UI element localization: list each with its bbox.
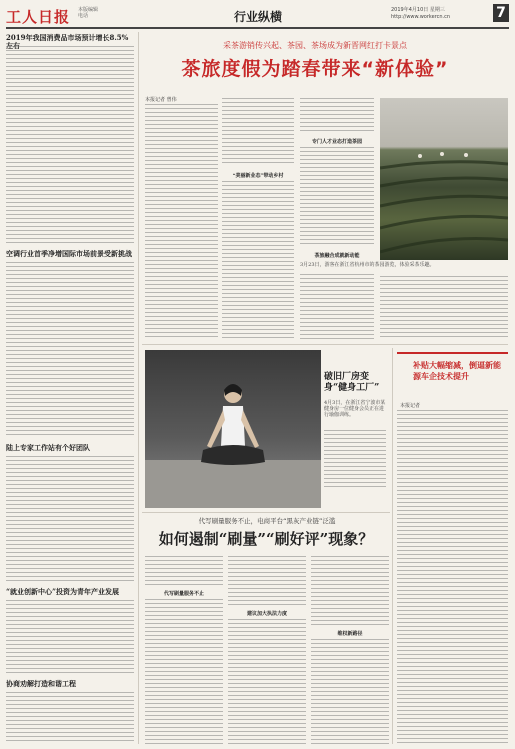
website: http://www.workercn.cn [391, 14, 451, 20]
bottom-text-col-3 [311, 556, 389, 626]
main-text-col-2b [222, 181, 294, 339]
bottom-text-col-1 [145, 556, 223, 586]
left-column [6, 32, 134, 744]
left-text-block-1 [6, 46, 134, 244]
tea-field-photo [380, 98, 508, 260]
tea-photo-caption: 3月23日，游客在浙江省杭州市的茶园游览，体验采茶乐趣。 [300, 262, 435, 268]
issue-date: 2019年4月10日 星期三 [391, 7, 445, 13]
main-subhead-1: “美丽新业态”带动乡村 [232, 173, 284, 179]
bottom-subhead-1: 代写刷量服务不止 [163, 591, 204, 597]
main-article-kicker: 采茶游销传兴起、茶园、茶场成为新晋网红打卡景点 [223, 41, 407, 50]
main-text-col-3 [300, 98, 374, 134]
main-subhead-2: 专门人才业态打造茶园 [311, 139, 362, 145]
main-article-bottom-rule [142, 344, 508, 345]
right-feature-byline: 本报记者 [400, 403, 421, 409]
bottom-text-col-3b [311, 639, 389, 744]
bottom-text-col-2b [228, 619, 306, 744]
left-column-divider [138, 32, 139, 744]
right-feature-title-box [397, 352, 508, 400]
main-article-byline: 本报记者 曾伟 [145, 97, 177, 103]
left-headline-2: 空调行业首季净增国际市场前景受新挑战 [6, 249, 132, 258]
page-number: 7 [496, 5, 506, 21]
bottom-article-top-rule [142, 512, 390, 513]
yoga-photo [145, 350, 321, 508]
main-text-col-3c [300, 274, 374, 340]
fitness-box-caption: 4月3日，在浙江省宁波市某健身房一位健身会员正在进行瑜伽训练。 [324, 400, 386, 418]
newspaper-logo: 工人日报 [6, 8, 71, 26]
fitness-box-title: 破旧厂房变身“健身工厂” [324, 372, 380, 393]
left-text-block-5 [6, 692, 134, 742]
masthead-info [78, 7, 98, 19]
left-headline-3: 陆上专家工作站有个好团队 [6, 443, 90, 452]
page-number-badge [493, 4, 509, 22]
right-feature-title: 补贴大幅缩减，倒逼新能源车企技术提升 [413, 361, 501, 381]
right-feature-text [397, 410, 508, 744]
yoga-figure-graphic [145, 350, 321, 508]
left-headline-4: “就业创新中心”投资为青年产业发展 [6, 587, 120, 596]
left-text-block-2 [6, 262, 134, 438]
section-title: 行业纵横 [234, 10, 283, 24]
left-headline-5: 协商劝解打造和谐工程 [6, 679, 76, 688]
left-text-block-4 [6, 600, 134, 674]
bottom-text-col-1b [145, 599, 223, 744]
phone-label: 电话 [78, 13, 89, 19]
main-article-title: 茶旅度假为踏春带来“新体验” [181, 58, 449, 80]
editor-label: 本版编辑 [78, 7, 99, 13]
masthead [6, 4, 509, 26]
bottom-text-col-2 [228, 556, 306, 606]
main-text-col-3b [300, 147, 374, 247]
main-text-col-1 [145, 104, 218, 340]
masthead-rule [6, 27, 509, 29]
right-feature-divider [392, 348, 393, 744]
bottom-subhead-2: 建议加大执法力度 [246, 611, 287, 617]
main-text-col-2 [222, 98, 294, 166]
fitness-box-lines [324, 430, 386, 490]
bottom-article-title: 如何遏制“刷量”“刷好评”现象？ [158, 530, 374, 548]
tea-rows-graphic [380, 98, 508, 260]
main-subhead-3: 茶旅融合成就新动能 [314, 253, 360, 259]
bottom-article-kicker: 代写刷量服务不止，电商平台“黑灰产业链”泛滥 [198, 517, 336, 525]
fitness-box [324, 372, 390, 504]
left-headline-1: 2019年我国消费品市场预计增长8.5%左右 [6, 33, 129, 50]
main-text-col-4 [380, 276, 508, 340]
left-text-block-3 [6, 456, 134, 582]
bottom-subhead-3: 维权新路径 [337, 631, 363, 637]
